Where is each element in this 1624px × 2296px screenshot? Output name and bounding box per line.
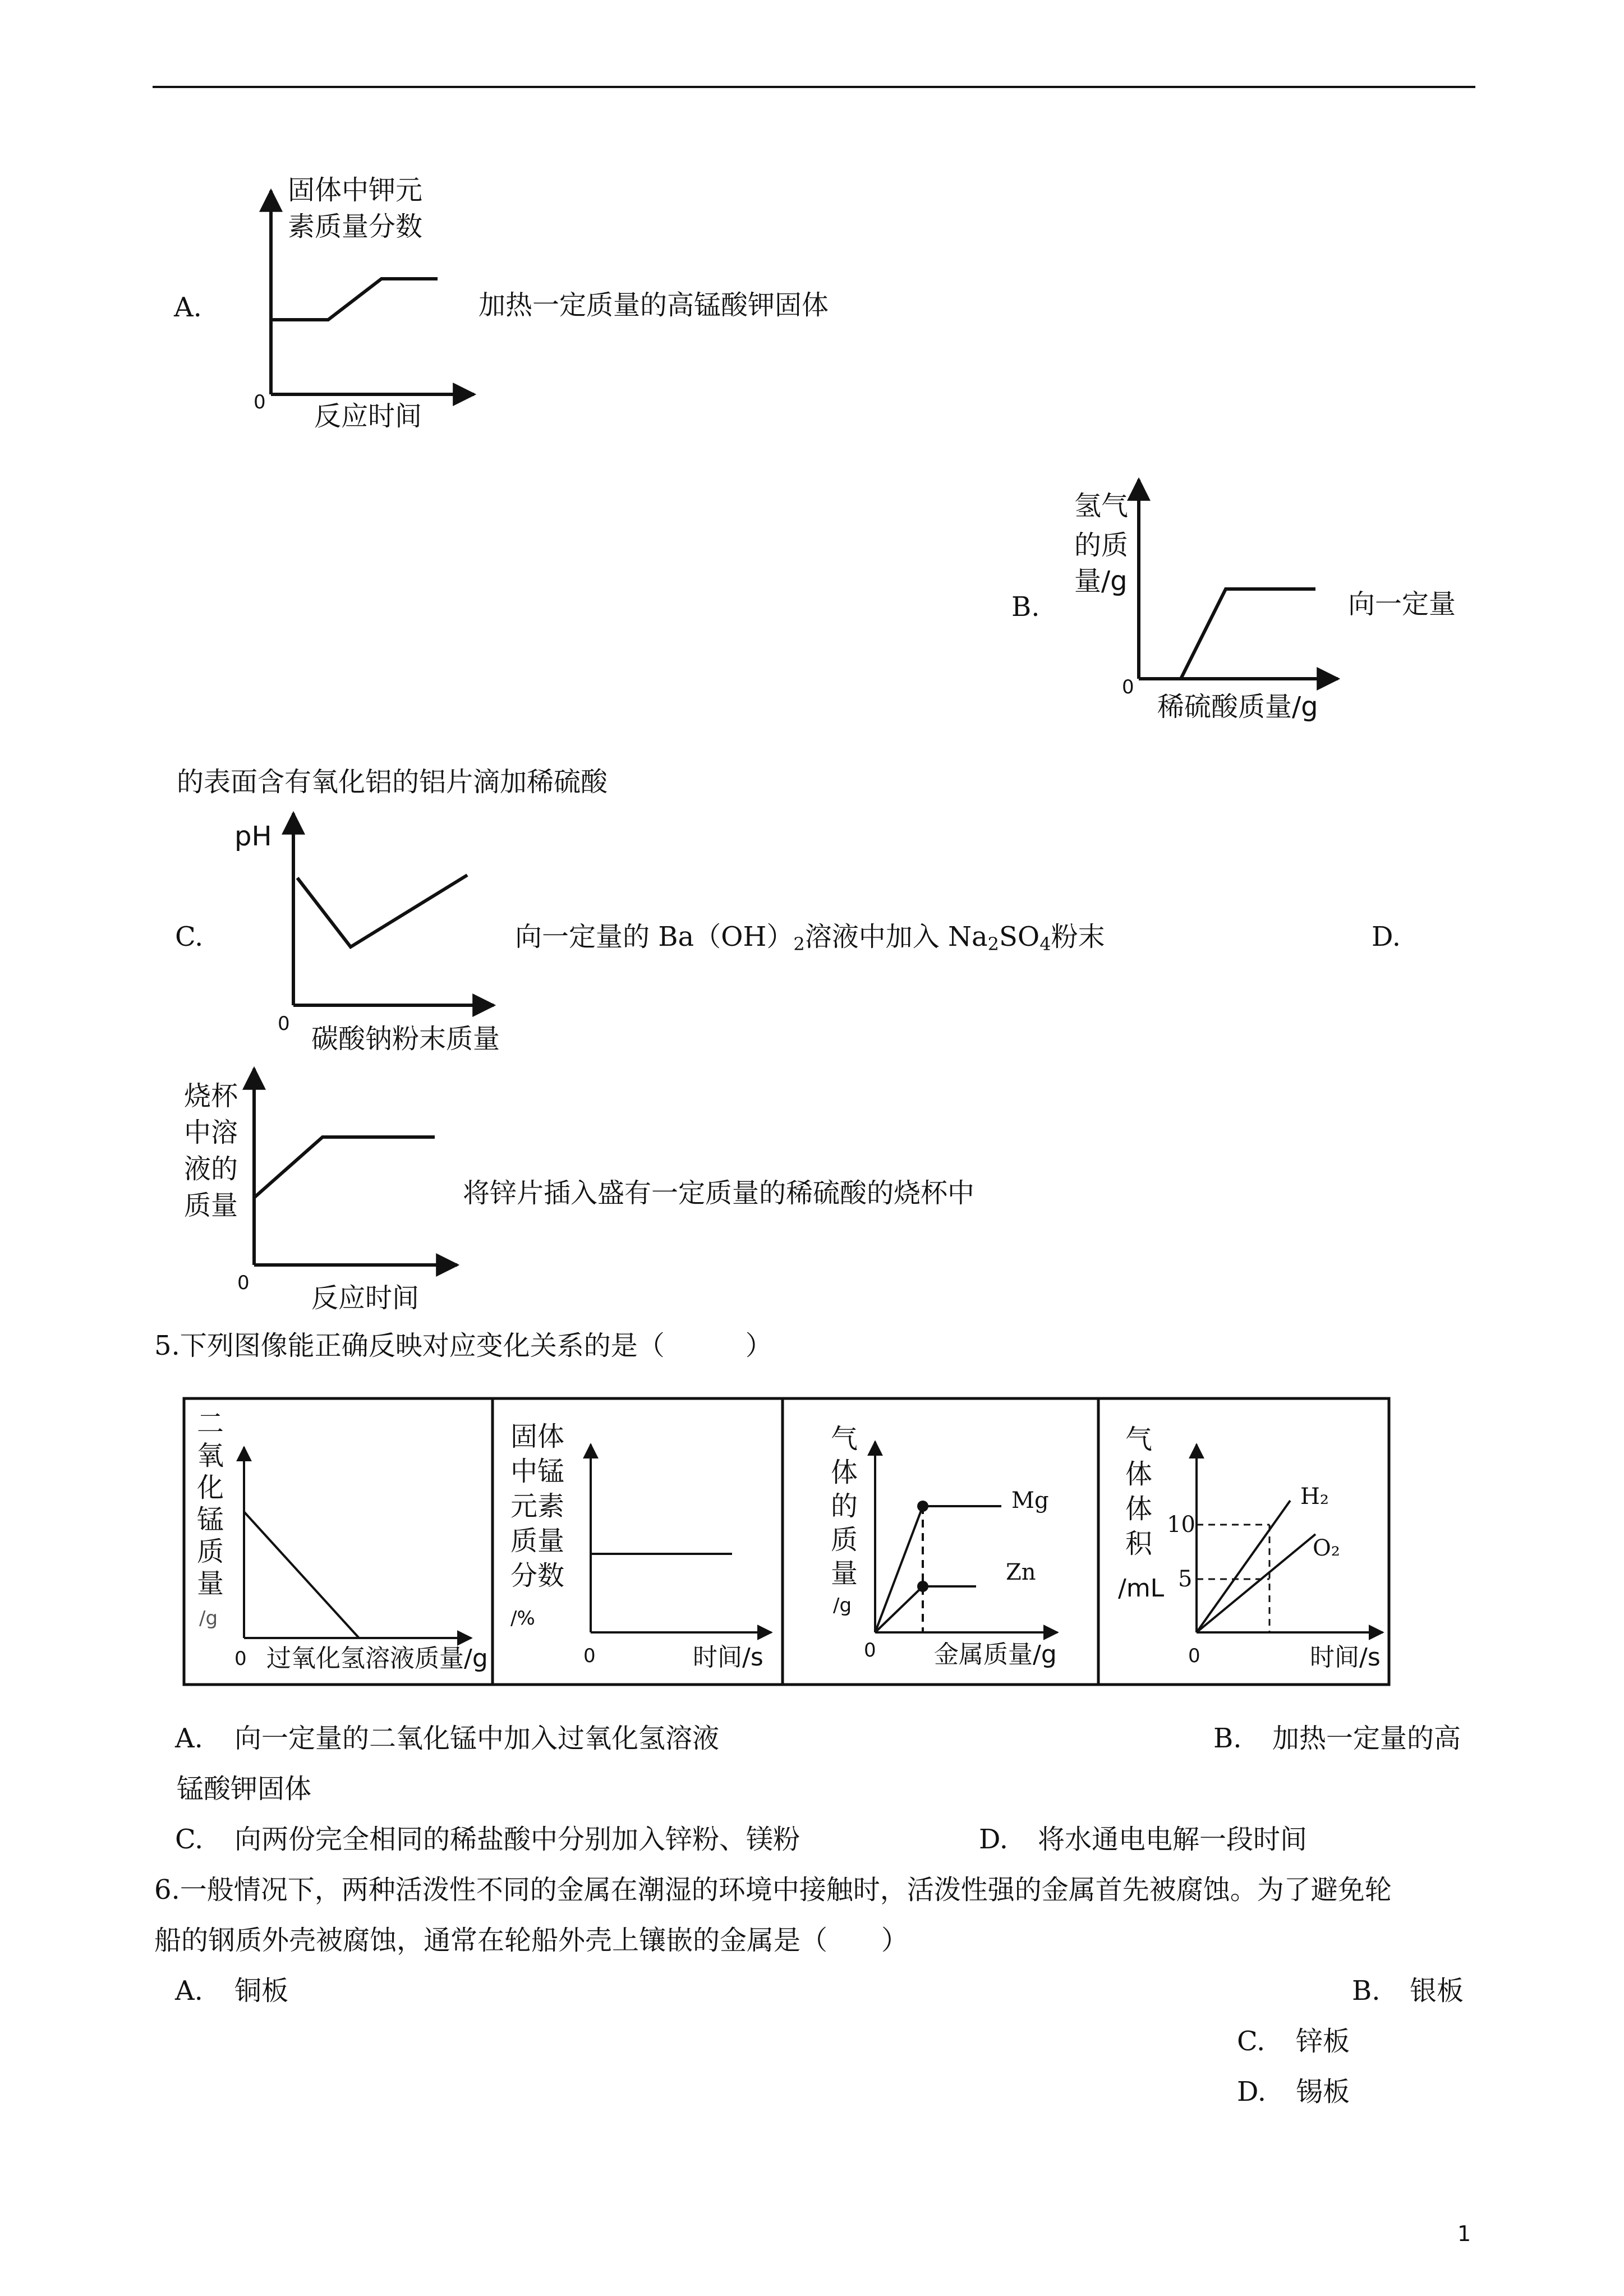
q5-panel1-origin: 0 (234, 1648, 247, 1670)
q5-panel3-graph (875, 1442, 1057, 1632)
q6-option-b-letter: B. (1352, 1975, 1381, 2007)
graph-a-ylabel-line1: 固体中钾元 (288, 174, 423, 206)
q5-panel3-origin: 0 (864, 1639, 876, 1662)
graph-a-origin: 0 (254, 391, 266, 413)
q5-panel3-yunit: /g (833, 1594, 852, 1617)
q5-panel2-graph (591, 1444, 771, 1632)
q5-panel1-curve (244, 1512, 359, 1638)
q5-option-b-text-part2: 锰酸钾固体 (177, 1773, 312, 1805)
graph-b-ylabel-line3: 量/g (1074, 565, 1128, 597)
q5-option-a-letter: A. (175, 1723, 203, 1754)
q5-figure-frame (184, 1398, 1389, 1685)
graph-d-ylabel-line2: 中溶 (184, 1117, 238, 1148)
graph-b-ylabel-line1: 氢气 (1074, 490, 1129, 522)
graph-c-curve (297, 875, 467, 947)
graph-a-ylabel-line2: 素质量分数 (288, 211, 423, 242)
q4-a-letter: A. (174, 292, 202, 323)
q6-option-a-text: 铜板 (234, 1975, 289, 2007)
q6-option-c-text: 锌板 (1296, 2026, 1350, 2057)
page-number: 1 (1457, 2221, 1471, 2246)
q5-panel4-yunit: /mL (1118, 1574, 1165, 1603)
q5-panel1-ylabel: 二 氧 化 锰 质 量 (196, 1408, 224, 1599)
q4-c-letter: C. (175, 921, 204, 953)
graph-d-ylabel-line3: 液的 (184, 1153, 238, 1185)
q5-stem: 5.下列图像能正确反映对应变化关系的是（ ） (154, 1330, 772, 1361)
q5-panel1-graph (244, 1447, 471, 1638)
graph-d-ylabel-line4: 质量 (184, 1190, 238, 1221)
q5-option-a-text: 向一定量的二氧化锰中加入过氧化氢溶液 (234, 1723, 720, 1754)
q5-panel3-label-zn: Zn (1006, 1559, 1036, 1585)
q5-panel4-origin: 0 (1188, 1645, 1200, 1667)
graph-c (293, 813, 494, 1005)
graph-d-origin: 0 (237, 1272, 250, 1294)
q6-stem-line2: 船的钢质外壳被腐蚀，通常在轮船外壳上镶嵌的金属是（ ） (154, 1925, 909, 1956)
q5-panel3-ylabel: 气 体 的 质 量 (830, 1423, 858, 1589)
q4-c-text: 向一定量的 $Ba(OH)_2$溶液中加入 $Na_2SO_4$粉末 (515, 921, 1105, 955)
graph-c-origin: 0 (278, 1013, 290, 1035)
q5-panel2-xlabel: 时间/s (693, 1643, 763, 1672)
graph-d-xlabel: 反应时间 (311, 1282, 420, 1314)
graph-b-curve (1139, 589, 1315, 679)
graph-d-curve (254, 1137, 435, 1198)
q5-option-c-text: 向两份完全相同的稀盐酸中分别加入锌粉、镁粉 (234, 1824, 801, 1855)
graph-b (1139, 480, 1338, 679)
q5-panel4-tick-10: 10 (1167, 1512, 1195, 1538)
q5-panel4-xlabel: 时间/s (1310, 1643, 1381, 1672)
q6-stem-line1: 6.一般情况下，两种活泼性不同的金属在潮湿的环境中接触时，活泼性强的金属首先被腐蚀。为了避免轮 (154, 1874, 1392, 1906)
graph-d-ylabel-line1: 烧杯 (184, 1080, 238, 1112)
graph-b-ylabel-line2: 的质 (1074, 530, 1129, 561)
graph-c-ylabel: pH (234, 821, 272, 852)
q5-panel2-origin: 0 (583, 1645, 596, 1667)
graph-d (254, 1069, 457, 1265)
q5-option-d-text: 将水通电电解一段时间 (1038, 1824, 1308, 1855)
q4-b-text-part1: 向一定量 (1348, 588, 1456, 620)
graph-a-curve (271, 279, 438, 320)
q6-option-d-letter: D. (1237, 2076, 1267, 2108)
q5-panel4-tick-5: 5 (1178, 1566, 1193, 1592)
q4-b-letter: B. (1011, 591, 1040, 623)
q5-panel1-xlabel: 过氧化氢溶液质量/g (266, 1644, 488, 1673)
q6-option-c-letter: C. (1237, 2026, 1266, 2057)
q6-option-d-text: 锡板 (1296, 2076, 1350, 2108)
graph-b-xlabel: 稀硫酸质量/g (1157, 691, 1318, 723)
q6-option-b-text: 银板 (1410, 1975, 1464, 2007)
graph-a-xlabel: 反应时间 (314, 401, 422, 432)
q5-option-c-letter: C. (175, 1824, 204, 1855)
q5-panel4-label-o2: O₂ (1313, 1535, 1340, 1561)
q4-b-text-part2: 的表面含有氧化铝的铝片滴加稀硫酸 (177, 766, 608, 798)
q4-d-text: 将锌片插入盛有一定质量的稀硫酸的烧杯中 (463, 1177, 975, 1209)
graph-b-origin: 0 (1122, 676, 1134, 698)
q5-panel3-label-mg: Mg (1011, 1488, 1049, 1513)
q5-panel2-ylabel: 固体 中锰 元素 质量 分数 (510, 1421, 564, 1591)
q5-panel4-ylabel: 气 体 体 积 (1125, 1424, 1152, 1559)
q4-a-text: 加热一定质量的高锰酸钾固体 (479, 289, 829, 321)
q4-d-letter: D. (1372, 921, 1401, 953)
q5-option-b-letter: B. (1213, 1723, 1242, 1754)
q5-panel4-graph (1197, 1444, 1383, 1632)
q5-option-d-letter: D. (979, 1824, 1009, 1855)
q5-panel1-yunit: /g (199, 1607, 218, 1630)
q5-panel3-xlabel: 金属质量/g (934, 1640, 1057, 1669)
q5-panel2-yunit: /% (510, 1607, 535, 1630)
q5-option-b-text-part1: 加热一定量的高 (1272, 1723, 1461, 1754)
graph-c-xlabel: 碳酸钠粉末质量 (311, 1023, 500, 1055)
q6-option-a-letter: A. (175, 1975, 203, 2007)
q5-panel4-label-h2: H₂ (1300, 1484, 1329, 1510)
